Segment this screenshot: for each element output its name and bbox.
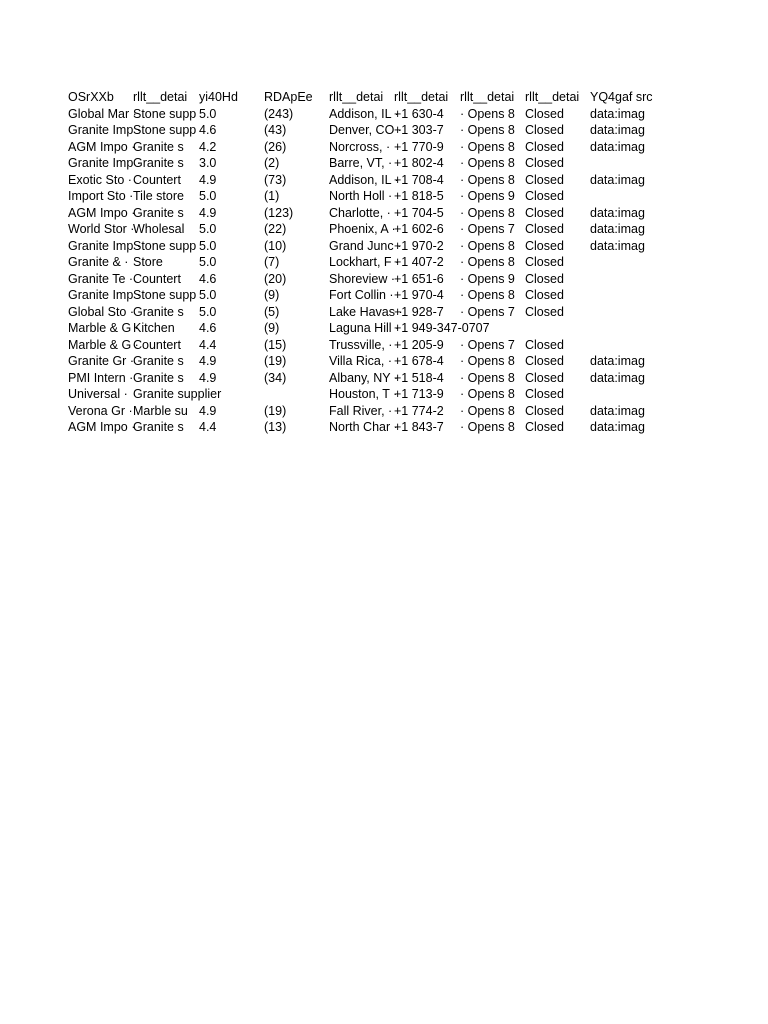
table-cell[interactable]: Granite supplier — [133, 387, 222, 401]
table-body — [68, 89, 658, 436]
table-cell[interactable]: 4.4 — [199, 337, 217, 352]
table-cell[interactable]: Closed — [525, 238, 564, 253]
table-cell[interactable]: data:imag — [590, 403, 645, 418]
table-cell[interactable]: AGM Impo · — [68, 420, 136, 434]
table-row — [68, 271, 658, 288]
table-cell[interactable]: · Opens 8 — [460, 370, 515, 385]
table-cell[interactable]: 3.0 — [199, 156, 217, 170]
table-cell[interactable]: 4.6 — [199, 321, 217, 335]
table-cell[interactable]: Granite Imp · — [68, 123, 141, 137]
table-cell[interactable]: +1 949-347-0707 — [394, 321, 490, 335]
header-cell[interactable]: yi40Hd — [199, 90, 238, 104]
spreadsheet — [68, 89, 668, 436]
table-cell[interactable]: +1 928-7 — [394, 304, 444, 319]
table-cell[interactable]: 4.9 — [199, 172, 217, 187]
table-cell[interactable]: Tile store — [133, 189, 184, 203]
table-cell[interactable]: +1 713-9 — [394, 387, 444, 401]
table-row — [68, 188, 658, 205]
header-cell[interactable]: YQ4gaf src — [590, 90, 653, 104]
table-cell[interactable] — [590, 188, 658, 205]
table-cell[interactable]: +1 818-5 — [394, 189, 444, 203]
table-cell[interactable]: Closed — [525, 189, 564, 203]
table-cell[interactable]: data:imag — [590, 172, 645, 187]
table-cell[interactable]: Lockhart, F · — [329, 255, 400, 269]
table-cell[interactable]: Fall River, · — [329, 403, 393, 418]
table-cell[interactable]: · Opens 9 — [460, 189, 515, 203]
table-cell[interactable]: Verona Gr · — [68, 403, 133, 418]
header-cell[interactable]: rllt__detai — [394, 90, 449, 104]
table-cell[interactable]: · Opens 7 — [460, 222, 515, 236]
table-cell[interactable]: data:imag — [590, 123, 645, 137]
table-cell[interactable]: data:imag — [590, 238, 645, 253]
table-cell[interactable]: · Opens 8 — [460, 288, 515, 302]
table-cell[interactable] — [590, 386, 658, 403]
table-cell[interactable]: 5.0 — [199, 304, 217, 319]
table-cell[interactable]: data:imag — [590, 222, 645, 236]
table-cell[interactable]: (20) — [264, 271, 287, 286]
table-cell[interactable]: (5) — [264, 304, 280, 319]
table-cell[interactable]: +1 651-6 — [394, 271, 444, 286]
table-cell[interactable]: Closed — [525, 420, 564, 434]
table-cell[interactable]: Closed — [525, 354, 564, 368]
table-row — [68, 320, 658, 337]
table-cell[interactable] — [590, 254, 658, 271]
table-cell[interactable]: · Opens 8 — [460, 156, 515, 170]
header-cell[interactable]: OSrXXb — [68, 90, 114, 104]
table-cell[interactable]: +1 602-6 — [394, 222, 444, 236]
table-cell[interactable]: (243) — [264, 106, 294, 121]
table-cell[interactable]: Marble & G · — [68, 321, 139, 335]
table-cell[interactable]: 5.0 — [199, 255, 217, 269]
table-cell[interactable]: (10) — [264, 238, 287, 253]
table-cell[interactable]: North Char · — [329, 420, 398, 434]
table-cell[interactable]: Closed — [525, 337, 564, 352]
table-cell[interactable]: Closed — [525, 370, 564, 385]
table-cell[interactable]: +1 407-2 — [394, 255, 444, 269]
table-row — [68, 403, 658, 420]
table-cell[interactable]: 4.2 — [199, 139, 217, 154]
table-cell[interactable]: · Opens 7 — [460, 304, 515, 319]
table-cell[interactable]: data:imag — [590, 106, 645, 121]
table-cell[interactable]: Granite s — [133, 420, 184, 434]
table-cell[interactable]: PMI Intern · — [68, 370, 134, 385]
table-cell[interactable]: Trussville, · — [329, 337, 393, 352]
header-cell[interactable]: rllt__detai — [133, 90, 188, 104]
table-cell[interactable]: data:imag — [590, 205, 645, 220]
table-cell[interactable]: 4.6 — [199, 271, 217, 286]
table-cell[interactable]: Addison, IL · — [329, 106, 399, 121]
table-cell[interactable]: Lake Havas · — [329, 304, 403, 319]
table-cell[interactable]: Marble & G · — [68, 337, 139, 352]
header-cell[interactable]: rllt__detai — [525, 90, 580, 104]
table-cell[interactable]: Closed — [525, 403, 564, 418]
table-cell[interactable]: World Stor · — [68, 222, 135, 236]
header-row — [68, 89, 658, 106]
table-cell[interactable]: (2) — [264, 156, 280, 170]
table-cell[interactable]: 4.9 — [199, 354, 217, 368]
table-cell[interactable]: Fort Collin · — [329, 288, 394, 302]
table-cell[interactable]: Closed — [525, 156, 564, 170]
table-cell[interactable]: (9) — [264, 321, 280, 335]
table-cell[interactable]: data:imag — [590, 139, 645, 154]
table-row — [68, 386, 658, 403]
table-cell[interactable]: +1 770-9 — [394, 139, 444, 154]
table-cell[interactable]: +1 802-4 — [394, 156, 444, 170]
table-cell[interactable]: Exotic Sto · — [68, 172, 132, 187]
table-cell[interactable]: Norcross, · — [329, 139, 391, 154]
table-cell[interactable]: Phoenix, A · — [329, 222, 396, 236]
table-cell[interactable]: +1 843-7 — [394, 420, 444, 434]
table-cell[interactable] — [590, 337, 658, 354]
table-cell[interactable]: Closed — [525, 387, 564, 401]
table-cell[interactable]: +1 205-9 — [394, 337, 444, 352]
table-cell[interactable]: Countert — [133, 271, 181, 286]
header-cell[interactable]: rllt__detai — [460, 90, 515, 104]
table-cell[interactable]: Import Sto · — [68, 189, 134, 203]
table-cell[interactable]: Granite s — [133, 370, 184, 385]
table-cell[interactable]: North Holl · — [329, 189, 393, 203]
table-cell[interactable]: data:imag — [590, 354, 645, 368]
table-cell[interactable]: Stone supp — [133, 288, 197, 302]
table-row — [68, 205, 658, 222]
table-cell[interactable]: AGM Impo · — [68, 139, 136, 154]
table-cell[interactable] — [264, 386, 329, 403]
table-cell[interactable]: Villa Rica, · — [329, 354, 392, 368]
table-cell[interactable]: (13) — [264, 420, 287, 434]
table-cell[interactable]: (9) — [264, 288, 280, 302]
table-row — [68, 122, 658, 139]
table-cell[interactable]: (19) — [264, 403, 287, 418]
table-row — [68, 337, 658, 354]
table-cell[interactable]: +1 518-4 — [394, 370, 444, 385]
table-cell[interactable]: Closed — [525, 139, 564, 154]
table-cell[interactable]: · Opens 8 — [460, 354, 515, 368]
table-cell[interactable]: Barre, VT, · — [329, 156, 393, 170]
table-cell[interactable]: +1 708-4 — [394, 172, 444, 187]
table-cell[interactable]: (7) — [264, 255, 280, 269]
table-cell[interactable]: Granite Imp · — [68, 288, 141, 302]
table-cell[interactable]: +1 774-2 — [394, 403, 444, 418]
table-cell[interactable]: data:imag — [590, 370, 645, 385]
table-cell[interactable]: Granite & · — [68, 255, 129, 269]
table-row — [68, 353, 658, 370]
table-cell[interactable]: (73) — [264, 172, 287, 187]
table-cell[interactable]: Kitchen — [133, 321, 175, 335]
table-cell[interactable]: 5.0 — [199, 238, 217, 253]
table-cell[interactable]: (1) — [264, 189, 280, 203]
table-cell[interactable]: · Opens 8 — [460, 387, 515, 401]
table-cell[interactable]: · Opens 8 — [460, 255, 515, 269]
table-cell[interactable]: Closed — [525, 288, 564, 302]
table-row — [68, 172, 658, 189]
table-cell[interactable]: Granite s — [133, 205, 184, 220]
table-row — [68, 155, 658, 172]
table-cell[interactable]: · Opens 9 — [460, 271, 515, 286]
table-cell[interactable]: Charlotte, · — [329, 205, 391, 220]
table-cell[interactable]: Closed — [525, 255, 564, 269]
table-cell[interactable]: 5.0 — [199, 288, 217, 302]
table-cell[interactable]: +1 630-4 — [394, 106, 444, 121]
table-cell[interactable]: Shoreview · — [329, 271, 395, 286]
table-cell[interactable]: Granite Te · — [68, 271, 134, 286]
table-cell[interactable]: 5.0 — [199, 189, 217, 203]
table-cell[interactable]: Global Sto · — [68, 304, 135, 319]
table-cell[interactable]: 4.9 — [199, 403, 217, 418]
table-cell[interactable]: Global Mar · — [68, 106, 137, 121]
table-cell[interactable]: Denver, CO · — [329, 123, 402, 137]
table-row — [68, 287, 658, 304]
table-cell[interactable]: · Opens 8 — [460, 106, 515, 121]
table-cell[interactable]: 5.0 — [199, 106, 217, 121]
table-cell[interactable]: (15) — [264, 337, 287, 352]
table-cell[interactable]: Wholesal — [133, 222, 185, 236]
table-cell[interactable] — [590, 304, 658, 321]
table-cell[interactable]: · Opens 8 — [460, 205, 515, 220]
table-cell[interactable]: Granite Imp · — [68, 156, 141, 170]
table-cell[interactable]: Granite Gr · — [68, 354, 134, 368]
table-cell[interactable]: +1 970-2 — [394, 238, 444, 253]
table-cell[interactable] — [590, 271, 658, 288]
table-row — [68, 221, 658, 238]
table-cell[interactable]: Countert — [133, 172, 181, 187]
table-cell[interactable]: 4.6 — [199, 123, 217, 137]
table-cell[interactable]: Closed — [525, 172, 564, 187]
table-cell[interactable]: · Opens 8 — [460, 123, 515, 137]
table-cell[interactable]: (19) — [264, 354, 287, 368]
table-cell[interactable]: +1 678-4 — [394, 354, 444, 368]
table-cell[interactable]: · Opens 8 — [460, 420, 515, 434]
table-cell[interactable]: 4.9 — [199, 370, 217, 385]
data-table — [68, 89, 658, 436]
table-row — [68, 106, 658, 123]
table-cell[interactable]: Closed — [525, 205, 564, 220]
table-cell[interactable]: Granite s — [133, 304, 184, 319]
table-cell[interactable]: · Opens 8 — [460, 403, 515, 418]
table-cell[interactable]: Universal · — [68, 387, 128, 401]
table-row — [68, 139, 658, 156]
table-cell[interactable]: Closed — [525, 271, 564, 286]
table-cell[interactable]: (43) — [264, 123, 287, 137]
table-row — [68, 238, 658, 255]
table-cell[interactable]: +1 704-5 — [394, 205, 444, 220]
table-cell[interactable]: Closed — [525, 304, 564, 319]
table-cell[interactable]: Addison, IL · — [329, 172, 399, 187]
table-cell[interactable]: (26) — [264, 139, 287, 154]
table-cell[interactable]: Stone supp — [133, 106, 197, 121]
table-cell[interactable]: Granite Imp · — [68, 238, 141, 253]
table-cell[interactable]: Granite s — [133, 139, 184, 154]
table-cell[interactable]: Laguna Hill · — [329, 321, 400, 335]
table-cell[interactable]: · Opens 8 — [460, 238, 515, 253]
table-cell[interactable]: 4.4 — [199, 420, 217, 434]
header-cell[interactable]: RDApEe — [264, 90, 313, 104]
table-row — [68, 304, 658, 321]
table-cell[interactable]: Closed — [525, 222, 564, 236]
table-cell[interactable] — [590, 320, 658, 337]
table-cell[interactable]: · Opens 7 — [460, 337, 515, 352]
table-cell[interactable]: Granite s — [133, 354, 184, 368]
table-cell[interactable]: Stone supp — [133, 238, 197, 253]
table-cell[interactable]: data:imag — [590, 420, 645, 434]
table-cell[interactable]: (123) — [264, 205, 294, 220]
table-cell[interactable]: +1 970-4 — [394, 288, 444, 302]
table-cell[interactable]: Store — [133, 255, 163, 269]
table-cell[interactable]: 4.9 — [199, 205, 217, 220]
table-row — [68, 419, 658, 436]
table-cell[interactable]: Granite s — [133, 156, 184, 170]
table-cell[interactable]: Countert — [133, 337, 181, 352]
table-row — [68, 370, 658, 387]
table-cell[interactable]: Houston, T · — [329, 387, 398, 401]
table-cell[interactable]: · Opens 8 — [460, 139, 515, 154]
table-cell[interactable]: · Opens 8 — [460, 172, 515, 187]
table-cell[interactable]: 5.0 — [199, 222, 217, 236]
table-cell[interactable]: Stone supp — [133, 123, 197, 137]
table-cell[interactable]: +1 303-7 — [394, 123, 444, 137]
table-cell[interactable]: Albany, NY · — [329, 370, 399, 385]
table-cell[interactable]: Closed — [525, 123, 564, 137]
table-cell[interactable] — [525, 320, 590, 337]
table-cell[interactable]: (34) — [264, 370, 287, 385]
table-cell[interactable]: AGM Impo · — [68, 205, 136, 220]
table-cell[interactable]: Grand Junc · — [329, 238, 402, 253]
table-row — [68, 254, 658, 271]
table-cell[interactable]: Marble su — [133, 403, 188, 418]
header-cell[interactable]: rllt__detai — [329, 90, 384, 104]
table-cell[interactable] — [590, 287, 658, 304]
table-cell[interactable]: (22) — [264, 222, 287, 236]
table-cell[interactable] — [590, 155, 658, 172]
table-cell[interactable]: Closed — [525, 106, 564, 121]
